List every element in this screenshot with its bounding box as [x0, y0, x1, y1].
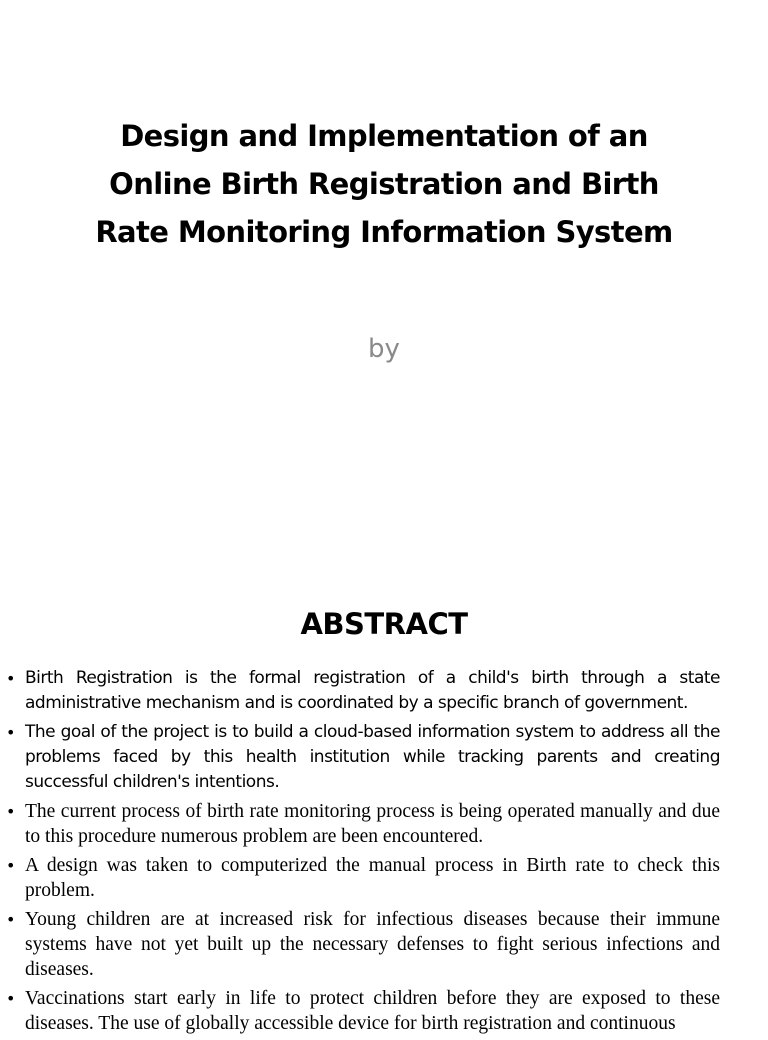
list-item-text: Vaccinations start early in life to protect children before they are exposed to these diseases. The use of globally accessible device for birth registration and continuous — [25, 988, 720, 1034]
list-item-text: The current process of birth rate monitoring process is being operated manually and due to this procedure numerous problem are been encountered. — [25, 801, 720, 847]
list-item — [0, 720, 720, 795]
abstract-list — [0, 666, 768, 1040]
list-item — [0, 853, 720, 903]
bullet-icon: • — [6, 669, 15, 688]
title-line: Online Birth Registration and Birth — [109, 167, 659, 201]
list-item-text: A design was taken to computerized the manual process in Birth rate to check this problem. — [25, 855, 720, 901]
bullet-icon: • — [6, 802, 16, 821]
list-item — [0, 907, 720, 982]
bullet-icon: • — [6, 989, 16, 1008]
list-item-text: The goal of the project is to build a cloud-based information system to address all the problems faced by this health institution while tracking parents and creating successful children's intentions. — [25, 722, 720, 792]
list-item — [0, 799, 720, 849]
byline: by — [368, 334, 400, 364]
slide-title — [0, 112, 768, 256]
bullet-icon: • — [6, 856, 16, 875]
bullet-icon: • — [6, 910, 16, 929]
list-item-text: Young children are at increased risk for infectious diseases because their immune systems have not yet built up the necessary defenses to fight serious infections and diseases. — [25, 909, 720, 980]
list-item-text: Birth Registration is the formal registration of a child's birth through a state administrative mechanism and is coordinated by a specific branch of government. — [25, 668, 720, 713]
abstract-heading: ABSTRACT — [300, 607, 468, 641]
bullet-icon: • — [6, 723, 15, 742]
list-item — [0, 986, 720, 1036]
list-item — [0, 666, 720, 716]
title-line: Rate Monitoring Information System — [95, 215, 673, 249]
title-line: Design and Implementation of an — [120, 119, 648, 153]
